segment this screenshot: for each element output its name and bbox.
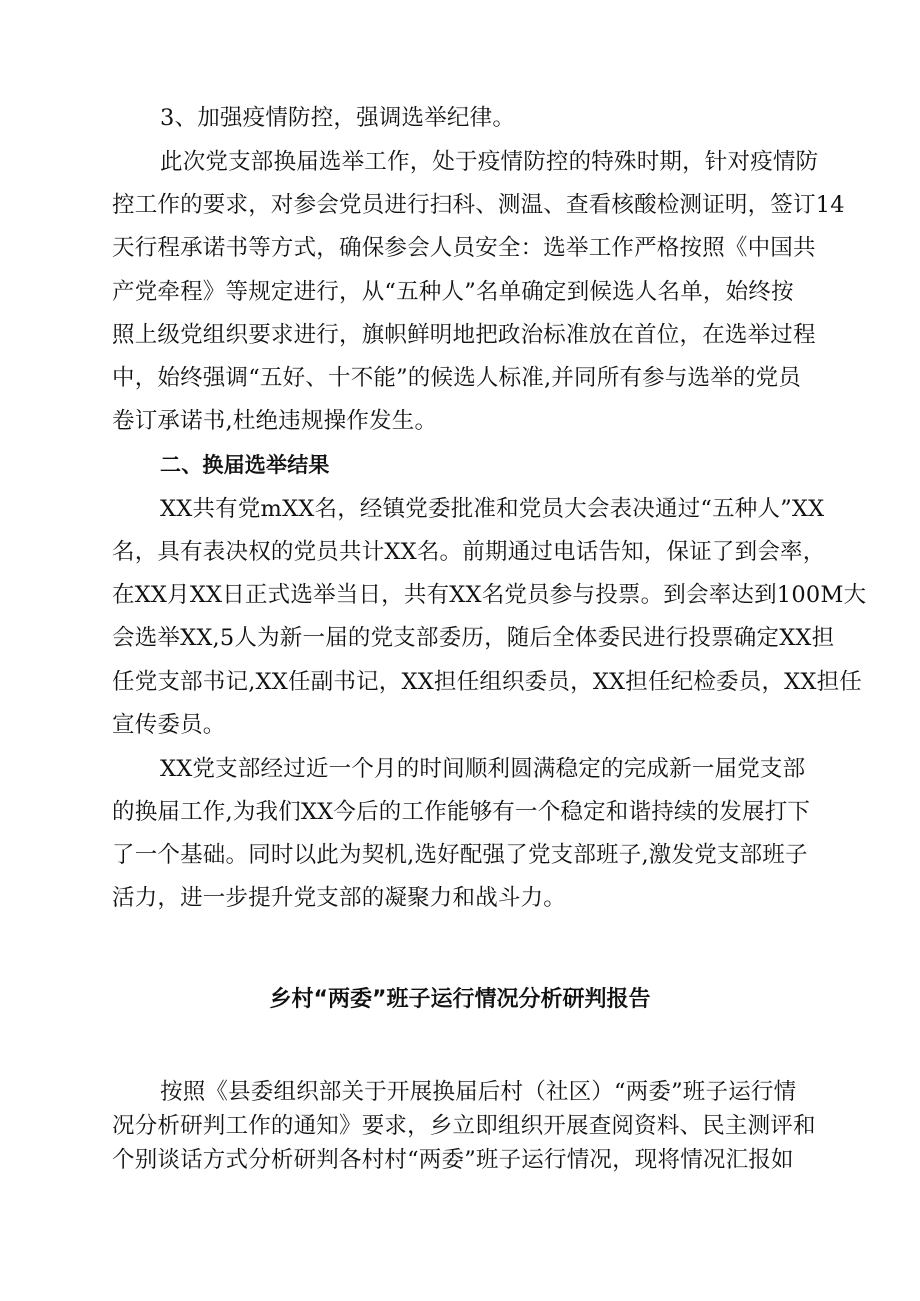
paragraph-line: XX党支部经过近一个月的时间顺利圆满稳定的完成新一届党支部 [160, 756, 806, 782]
paragraph-line: 控工作的要求，对参会党员进行扫科、测温、查看核酸检测证明，签订14 [112, 192, 845, 218]
paragraph-line: 照上级党组织要求进行，旗帜鲜明地把政治标准放在首位，在选举过程 [112, 322, 816, 348]
paragraph-line: 按照《县委组织部关于开展换届后村（社区）“两委”班子运行情 [160, 1079, 797, 1105]
paragraph-line: 在XX月XX日正式选举当日，共有XX名党员参与投票。到会率达到100M大 [112, 582, 867, 608]
paragraph-line: 况分析研判工作的通知》要求，乡立即组织开展查阅资料、民主测评和 [112, 1113, 816, 1139]
paragraph-line: 了一个基础。同时以此为契机,选好配强了党支部班子,激发党支部班子 [112, 842, 808, 868]
paragraph-line: 中，始终强调“五好、十不能”的候选人标准,并同所有参与选举的党员 [112, 365, 802, 391]
paragraph-line: 产党牵程》等规定进行，从“五种人”名单确定到候选人名单，始终按 [112, 279, 794, 305]
paragraph-line: 宣传委员。 [112, 712, 226, 738]
paragraph-line: 卷订承诺书,杜绝违规操作发生。 [112, 408, 438, 434]
paragraph-line: 任党支部书记,XX任副书记，XX担任组织委员，XX担任纪检委员，XX担任 [112, 669, 862, 695]
paragraph-line: 此次党支部换届选举工作，处于疫情防控的特殊时期，针对疫情防 [160, 149, 819, 175]
report-title: 乡村“两委”班子运行情况分析研判报告 [269, 987, 651, 1012]
paragraph-line: 的换届工作,为我们XX今后的工作能够有一个稳定和谐持续的发展打下 [112, 799, 811, 825]
section-heading: 二、换届选举结果 [160, 453, 330, 477]
paragraph-line: 会选举XX,5人为新一届的党支部委历，随后全体委民进行投票确定XX担 [112, 625, 835, 651]
paragraph-line: XX共有党mXX名，经镇党委批准和党员大会表决通过“五种人”XX [160, 496, 825, 522]
subsection-heading: 3、加强疫情防控，强调选举纪律。 [160, 105, 516, 131]
paragraph-line: 个别谈话方式分析研判各村村“两委”班子运行情况，现将情况汇报如 [112, 1147, 794, 1173]
paragraph-line: 名，具有表决权的党员共计XX名。前期通过电话告知，保证了到会率， [112, 539, 826, 565]
paragraph-line: 活力，进一步提升党支部的凝聚力和战斗力。 [112, 885, 567, 911]
paragraph-line: 天行程承诺书等方式，确保参会人员安全：选举工作严格按照《中国共 [112, 235, 816, 261]
